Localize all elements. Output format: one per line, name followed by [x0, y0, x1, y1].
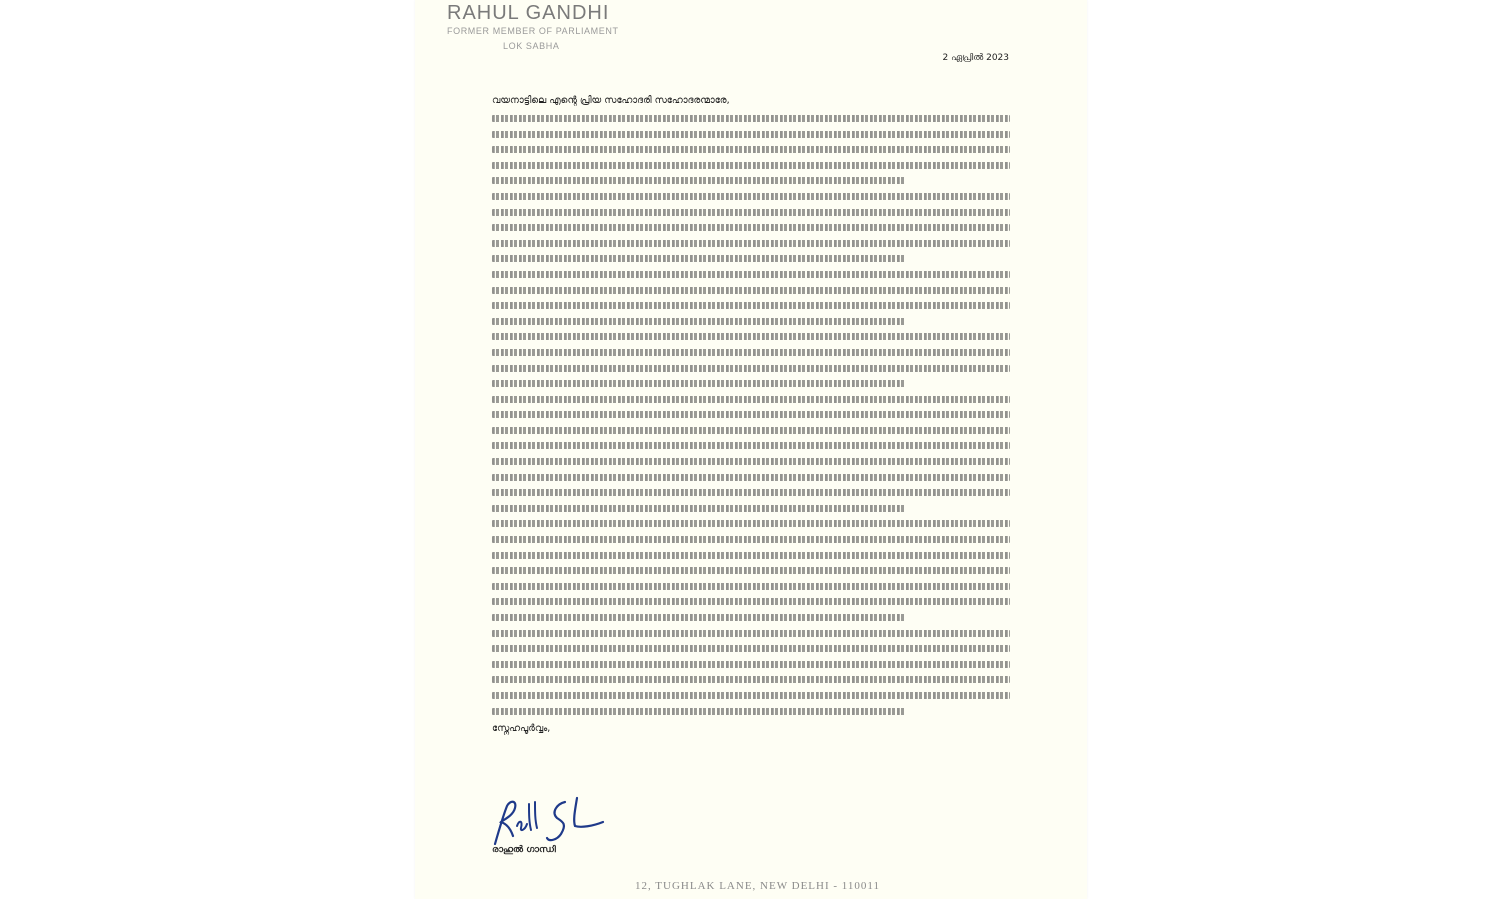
paragraph-line	[492, 193, 1010, 200]
letter-paragraph	[492, 520, 1010, 621]
paragraph-line	[492, 598, 1010, 605]
paragraph-line	[492, 224, 1010, 231]
paragraph-line	[492, 380, 906, 387]
letter-paragraph	[492, 115, 1010, 184]
signature-image	[477, 790, 607, 852]
paragraph-line	[492, 536, 1010, 543]
letter-paragraph	[492, 193, 1010, 262]
paragraph-line	[492, 131, 1010, 138]
paragraph-line	[492, 209, 1010, 216]
paragraph-line	[492, 427, 1010, 434]
paragraph-line	[492, 349, 1010, 356]
letter-page	[415, 0, 1087, 899]
paragraph-line	[492, 302, 1010, 309]
letter-date: 2 ഏപ്രിൽ 2023	[942, 53, 1009, 63]
paragraph-line	[492, 115, 1010, 122]
paragraph-line	[492, 255, 906, 262]
paragraph-line	[492, 333, 1010, 340]
letter-closing: സ്നേഹപൂർവ്വം,	[492, 723, 551, 735]
paragraph-line	[492, 676, 1010, 683]
paragraph-line	[492, 271, 1010, 278]
letter-paragraph	[492, 271, 1010, 325]
paragraph-line	[492, 614, 906, 621]
paragraph-line	[492, 442, 1010, 449]
paragraph-line	[492, 411, 1010, 418]
letter-paragraph	[492, 630, 1010, 715]
letterhead-designation: FORMER MEMBER OF PARLIAMENT	[447, 26, 619, 36]
paragraph-line	[492, 645, 1010, 652]
paragraph-line	[492, 240, 1010, 247]
signer-name: രാഹുൽ ഗാന്ധി	[492, 845, 556, 855]
letterhead-name: RAHUL GANDHI	[447, 2, 610, 24]
paragraph-line	[492, 146, 1010, 153]
paragraph-line	[492, 365, 1010, 372]
paragraph-line	[492, 489, 1010, 496]
paragraph-line	[492, 162, 1010, 169]
paragraph-line	[492, 505, 906, 512]
paragraph-line	[492, 318, 906, 325]
paragraph-line	[492, 520, 1010, 527]
paragraph-line	[492, 177, 906, 184]
paragraph-line	[492, 567, 1010, 574]
footer-address: 12, TUGHLAK LANE, NEW DELHI - 110011	[635, 880, 880, 892]
letter-body	[492, 95, 1010, 734]
paragraph-line	[492, 708, 906, 715]
paragraph-line	[492, 458, 1010, 465]
paragraph-line	[492, 661, 1010, 668]
paragraph-line	[492, 692, 1010, 699]
paragraph-line	[492, 287, 1010, 294]
paragraph-line	[492, 474, 1010, 481]
paragraph-line	[492, 583, 1010, 590]
letter-salutation: വയനാട്ടിലെ എന്റെ പ്രിയ സഹോദരി സഹോദരന്മാരേ,	[492, 95, 730, 106]
letter-paragraphs	[492, 115, 1010, 715]
letterhead-house: LOK SABHA	[503, 41, 560, 51]
paragraph-line	[492, 552, 1010, 559]
paragraph-line	[492, 396, 1010, 403]
paragraph-line	[492, 630, 1010, 637]
letter-paragraph	[492, 333, 1010, 387]
letter-paragraph	[492, 396, 1010, 512]
